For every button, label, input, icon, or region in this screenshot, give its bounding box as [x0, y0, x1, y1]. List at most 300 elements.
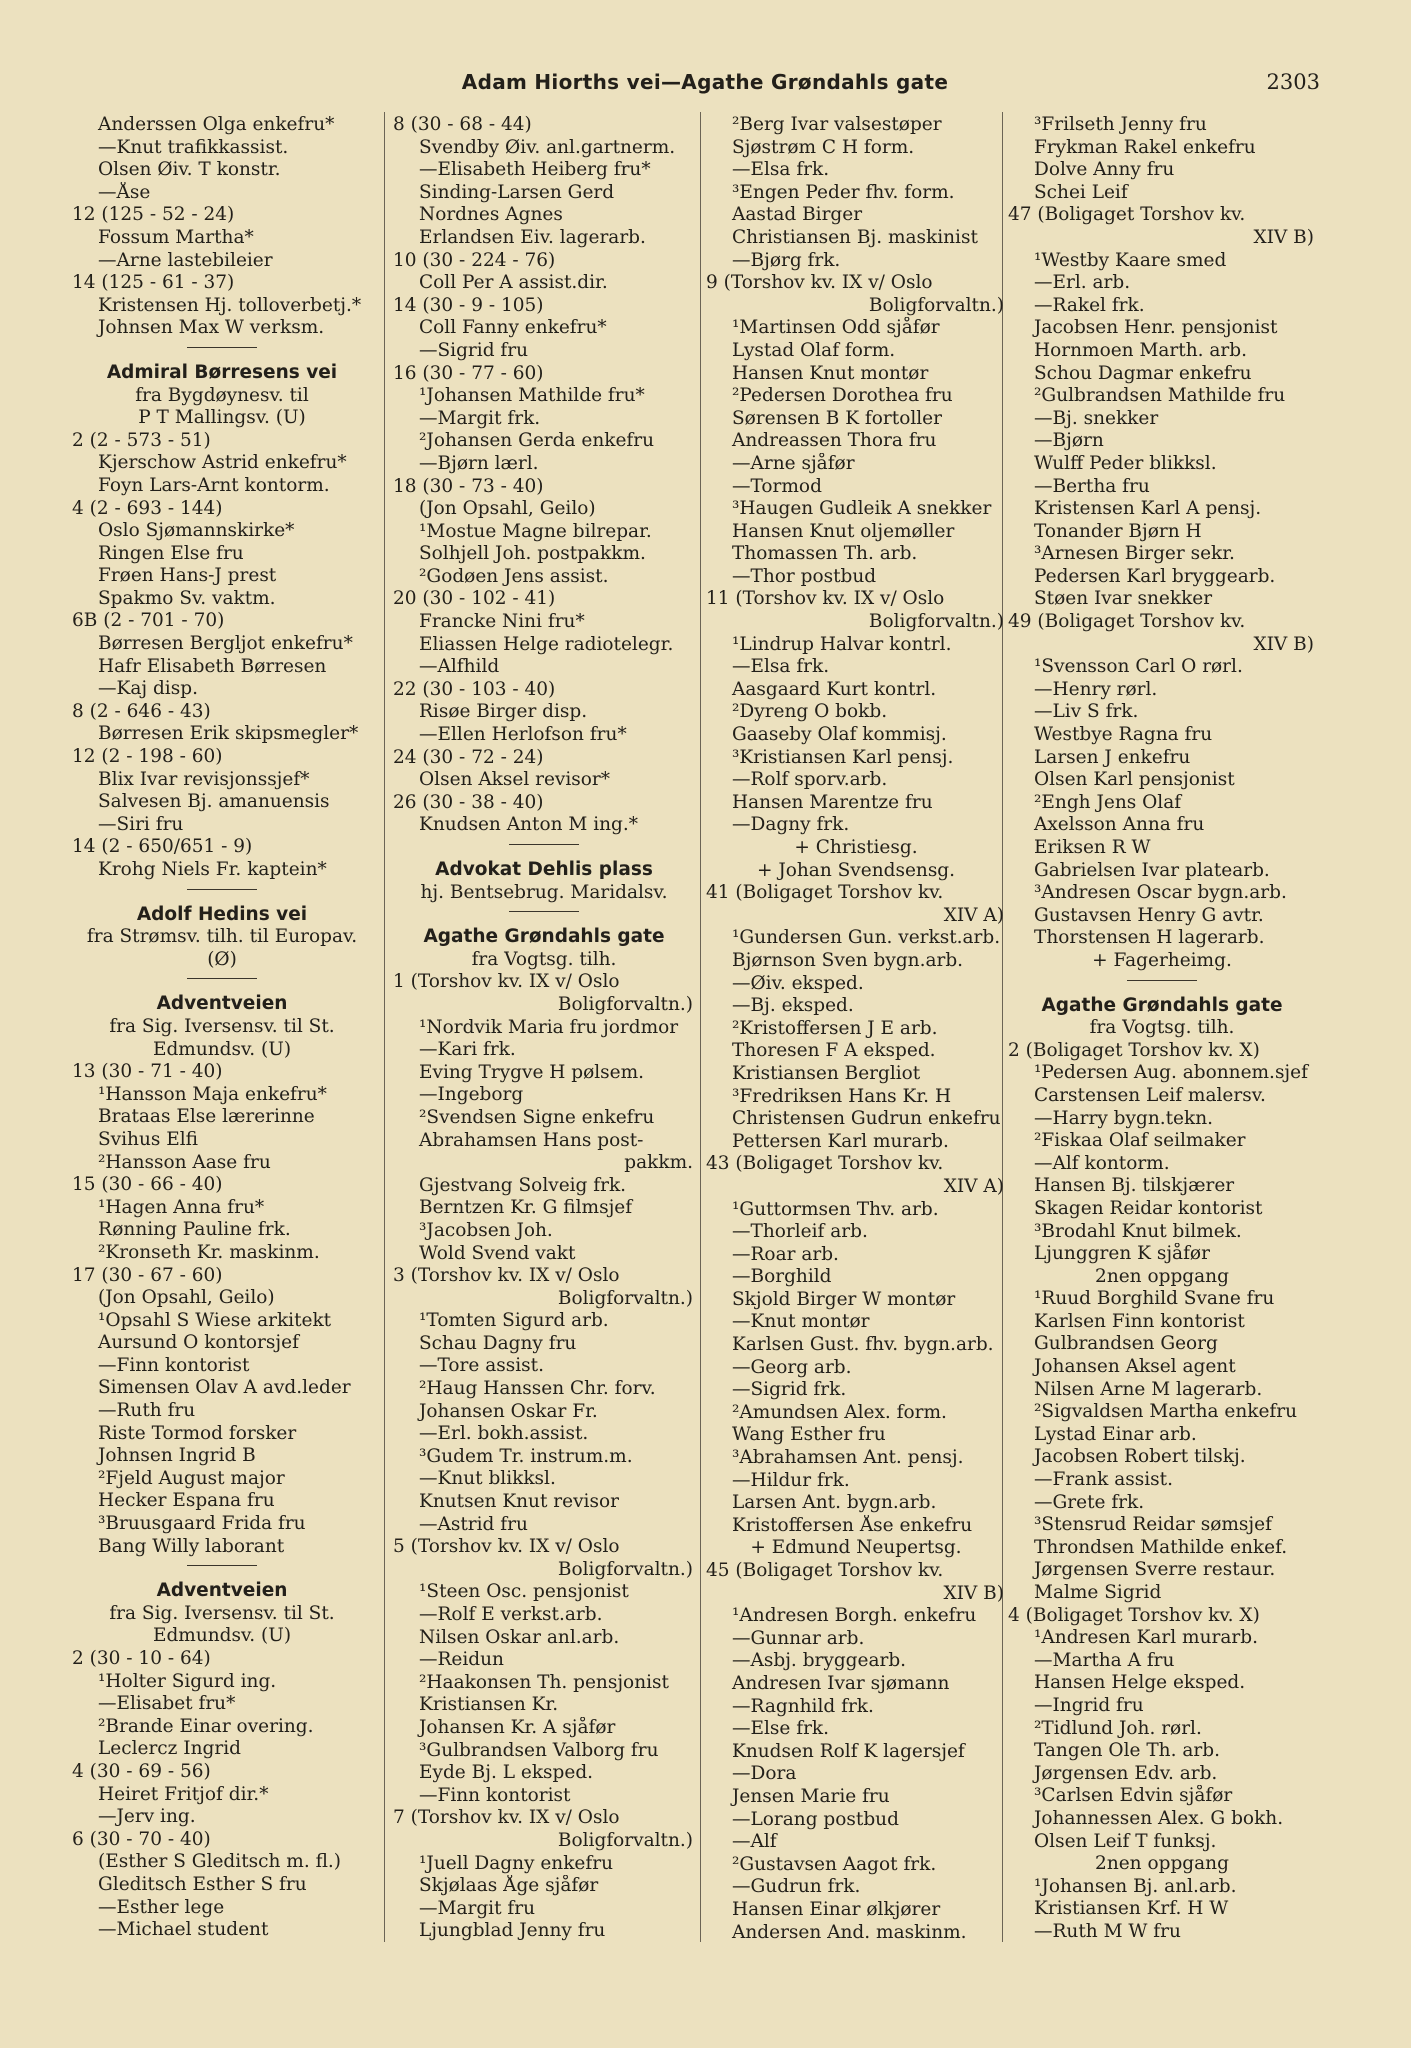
directory-entry: —Kaj disp. [98, 678, 198, 700]
directory-entry: —Bjørn lærl. [419, 452, 539, 474]
directory-entry: —Asbj. bryggearb. [732, 1650, 907, 1672]
building-number: 6 (30 - 70 - 40) [72, 1828, 211, 1850]
directory-entry: —Finn kontorist [98, 1354, 250, 1376]
street-heading: Adolf Hedins vei [136, 903, 308, 925]
street-note: hj. Bentsebrug. Maridalsv. [420, 881, 668, 903]
building-number: 12 (2 - 198 - 60) [72, 746, 223, 768]
directory-entry: Støen Ivar snekker [1034, 588, 1213, 610]
directory-entry: —Siri fru [98, 813, 184, 835]
entry-continuation: Boligforvaltn.) [557, 1829, 693, 1851]
directory-entry: —Rakel frk. [1034, 294, 1145, 316]
directory-entry: Leclercz Ingrid [98, 1738, 241, 1760]
directory-entry: —Bjørn [1034, 430, 1104, 452]
directory-entry: —Arne sjåfør [732, 452, 855, 474]
directory-entry: Pettersen Karl murarb. [732, 1130, 949, 1152]
entry-continuation: XIV B) [943, 1582, 1004, 1604]
section-separator [72, 1558, 372, 1572]
directory-entry: Dolve Anny fru [1034, 159, 1175, 181]
directory-entry: Wang Esther fru [732, 1424, 886, 1446]
directory-entry: —Øiv. eksped. [732, 972, 864, 994]
directory-entry: —Martha A fru [1034, 1649, 1175, 1671]
directory-entry: Christensen Gudrun enkefru [732, 1108, 1001, 1130]
directory-entry: Eyde Bj. L eksped. [419, 1762, 594, 1784]
directory-entry: Salvesen Bj. amanuensis [98, 791, 330, 813]
directory-entry: Jacobsen Henr. pensjonist [1034, 317, 1278, 339]
directory-entry: —Hildur frk. [732, 1469, 850, 1491]
directory-entry: ²Kristoffersen J E arb. [732, 1017, 938, 1039]
building-number: 7 (Torshov kv. IX v/ Oslo [393, 1807, 620, 1829]
page-header [90, 70, 1320, 100]
directory-entry: (Jon Opsahl, Geilo) [98, 1287, 275, 1309]
directory-entry: Throndsen Mathilde enkef. [1034, 1536, 1288, 1558]
directory-entry: ²Haug Hanssen Chr. forv. [419, 1378, 656, 1400]
directory-entry: —Liv S frk. [1034, 701, 1139, 723]
building-number: 22 (30 - 103 - 40) [393, 678, 556, 700]
street-note: Edmundsv. (U) [152, 1625, 292, 1647]
directory-entry: Malme Sigrid [1034, 1582, 1162, 1603]
directory-entry: Kristoffersen Åse enkefru [732, 1514, 973, 1536]
directory-entry: —Knut montør [732, 1311, 870, 1333]
page-title: Adam Hiorths vei—Agathe Grøndahls gate [461, 70, 949, 94]
directory-entry: —Bertha fru [1034, 475, 1150, 497]
directory-entry: Gabrielsen Ivar platearb. [1034, 859, 1270, 881]
directory-entry: —Jerv ing. [98, 1806, 196, 1828]
directory-column-4 [1008, 114, 1316, 1944]
building-number: 49 (Boligaget Torshov kv. [1008, 611, 1246, 633]
directory-entry: Jørgensen Sverre restaur. [1034, 1559, 1276, 1581]
building-number: 6B (2 - 701 - 70) [72, 610, 225, 632]
directory-entry: ¹Martinsen Odd sjåfør [732, 317, 940, 339]
building-number: 12 (125 - 52 - 24) [72, 204, 235, 226]
directory-entry: Schau Dagny fru [419, 1332, 577, 1354]
directory-entry: —Borghild [732, 1266, 832, 1288]
directory-entry: Wold Svend vakt [419, 1242, 576, 1264]
directory-entry: Pedersen Karl bryggearb. [1034, 565, 1276, 587]
directory-entry: —Bj. eksped. [732, 995, 854, 1017]
directory-entry: ²Gustavsen Aagot frk. [732, 1853, 937, 1875]
directory-entry: —Arne lastebileier [98, 249, 273, 271]
directory-entry: ¹Hansson Maja enkefru* [98, 1083, 327, 1105]
directory-entry: ³Bruusgaard Frida fru [98, 1513, 306, 1535]
directory-entry: —Ragnhild frk. [732, 1695, 874, 1717]
directory-entry: —Thorleif arb. [732, 1221, 868, 1243]
directory-entry: Hafr Elisabeth Børresen [98, 655, 327, 677]
directory-entry: —Else frk. [732, 1718, 830, 1740]
directory-entry: Thoresen F A eksped. [732, 1040, 936, 1062]
entry-continuation: pakkm. [624, 1152, 693, 1174]
building-number: 4 (Boligaget Torshov kv. X) [1008, 1604, 1260, 1626]
directory-entry: ³Frilseth Jenny fru [1034, 114, 1207, 135]
section-separator [72, 882, 372, 896]
directory-entry: —Elsa frk. [732, 159, 830, 181]
directory-entry: Wulff Peder blikksl. [1034, 452, 1217, 474]
directory-entry: Francke Nini fru* [419, 611, 585, 633]
directory-entry: ²Pedersen Dorothea fru [732, 385, 953, 407]
directory-entry: (Jon Opsahl, Geilo) [419, 498, 596, 520]
street-note: + Fagerheimg. [1092, 949, 1232, 971]
column-divider [700, 112, 701, 1942]
directory-entry: —Dora [732, 1763, 797, 1785]
building-number: 15 (30 - 66 - 40) [72, 1174, 223, 1196]
directory-entry: —Frank assist. [1034, 1469, 1173, 1491]
building-number: 3 (Torshov kv. IX v/ Oslo [393, 1265, 620, 1287]
directory-entry: ²Brande Einar overing. [98, 1715, 314, 1737]
entry-continuation: XIV A) [943, 904, 1004, 926]
building-number: 45 (Boligaget Torshov kv. [706, 1560, 944, 1581]
directory-entry: Nilsen Oskar anl.arb. [419, 1626, 620, 1648]
street-note: fra Vogtsg. tilh. [471, 948, 617, 970]
directory-entry: —Dagny frk. [732, 814, 850, 836]
street-note: 2nen oppgang [1095, 1265, 1229, 1287]
directory-entry: Kristiansen Krf. H W [1034, 1898, 1229, 1920]
directory-entry: Jacobsen Robert tilskj. [1034, 1446, 1246, 1468]
directory-entry: —Alf kontorm. [1034, 1152, 1170, 1174]
directory-entry: Solhjell Joh. postpakkm. [419, 543, 646, 565]
directory-entry: ²Engh Jens Olaf [1034, 791, 1182, 813]
directory-entry: —Tore assist. [419, 1355, 544, 1377]
street-note: + Edmund Neupertsg. [750, 1537, 962, 1559]
directory-entry: —Kari frk. [419, 1039, 516, 1061]
directory-entry: ²Berg Ivar valsestøper [732, 114, 942, 135]
entry-continuation: XIV B) [1253, 226, 1314, 248]
directory-entry: —Knut blikksl. [419, 1468, 556, 1490]
directory-entry: Johansen Kr. A sjåfør [419, 1716, 616, 1738]
directory-entry: Kristiansen Kr. [419, 1694, 559, 1716]
entry-continuation: Boligforvaltn.) [868, 611, 1004, 633]
street-note: fra Strømsv. tilh. til Europav. [86, 926, 358, 948]
directory-entry: ¹Johansen Bj. anl.arb. [1034, 1875, 1237, 1897]
directory-entry: Westbye Ragna fru [1034, 724, 1213, 746]
directory-entry: —Esther lege [98, 1896, 225, 1918]
section-separator [393, 837, 695, 851]
directory-column-3 [706, 114, 1006, 1944]
directory-entry: Hansen Helge eksped. [1034, 1672, 1246, 1694]
building-number: 18 (30 - 73 - 40) [393, 475, 544, 497]
directory-entry: —Elisabet fru* [98, 1693, 236, 1715]
directory-entry: —Ingeborg [419, 1084, 524, 1106]
directory-entry: Foyn Lars-Arnt kontorm. [98, 474, 330, 496]
building-number: 2 (Boligaget Torshov kv. X) [1008, 1039, 1260, 1061]
directory-entry: Johannessen Alex. G bokh. [1034, 1807, 1284, 1829]
directory-entry: Olsen Leif T funksj. [1034, 1830, 1217, 1852]
directory-entry: Eriksen R W [1034, 837, 1151, 858]
street-note: fra Sig. Iversensv. til St. [109, 1015, 335, 1037]
directory-entry: Ljungblad Jenny fru [419, 1920, 606, 1942]
entry-continuation: Boligforvaltn.) [557, 993, 693, 1015]
building-number: 14 (125 - 61 - 37) [72, 272, 235, 294]
directory-entry: Risøe Birger disp. [419, 701, 588, 723]
directory-entry: —Ruth fru [98, 1400, 196, 1422]
directory-entry: ²Dyreng O bokb. [732, 701, 888, 723]
directory-entry: —Erl. bokh.assist. [419, 1423, 589, 1445]
directory-entry: ³Brodahl Knut bilmek. [1034, 1220, 1242, 1242]
directory-entry: Hansen Knut montør [732, 362, 929, 384]
directory-entry: —Bjørg frk. [732, 249, 841, 271]
directory-entry: ¹Andresen Karl murarb. [1034, 1627, 1258, 1649]
directory-entry: ²Sigvaldsen Martha enkefru [1034, 1401, 1298, 1423]
directory-entry: Børresen Bergljot enkefru* [98, 633, 353, 655]
directory-entry: —Tormod [732, 475, 822, 497]
directory-entry: ¹Opsahl S Wiese arkitekt [98, 1309, 332, 1331]
street-note: (Ø) [207, 948, 237, 970]
directory-entry: Lystad Einar arb. [1034, 1423, 1197, 1445]
directory-entry: Anderssen Olga enkefru* [98, 114, 335, 135]
directory-entry: Eving Trygve H pølsem. [419, 1061, 645, 1083]
directory-entry: —Lorang postbud [732, 1808, 899, 1830]
building-number: 24 (30 - 72 - 24) [393, 746, 544, 768]
directory-entry: Sinding-Larsen Gerd [419, 181, 615, 203]
directory-entry: ³Gulbrandsen Valborg fru [419, 1739, 659, 1761]
directory-entry: Krohg Niels Fr. kaptein* [98, 859, 327, 880]
section-separator [72, 340, 372, 354]
directory-entry: ³Engen Peder fhv. form. [732, 181, 955, 203]
directory-entry: —Ellen Herlofson fru* [419, 724, 627, 746]
directory-entry: Andreassen Thora fru [732, 430, 937, 452]
directory-entry: ¹Juell Dagny enkefru [419, 1852, 613, 1874]
directory-entry: ²Tidlund Joh. rørl. [1034, 1717, 1202, 1739]
building-number: 43 (Boligaget Torshov kv. [706, 1153, 944, 1175]
building-number: 9 (Torshov kv. IX v/ Oslo [706, 272, 933, 294]
street-note: Edmundsv. (U) [152, 1038, 292, 1060]
directory-entry: ³Arnesen Birger sekr. [1034, 543, 1235, 565]
directory-entry: —Alfhild [419, 656, 500, 678]
directory-entry: ²Kronseth Kr. maskinm. [98, 1241, 320, 1263]
directory-entry: ³Haugen Gudleik A snekker [732, 498, 992, 520]
directory-entry: —Rolf sporv.arb. [732, 769, 888, 791]
directory-entry: —Sigrid frk. [732, 1379, 847, 1401]
directory-entry: (Esther S Gleditsch m. fl.) [98, 1851, 342, 1873]
section-separator [393, 904, 695, 918]
building-number: 4 (30 - 69 - 56) [72, 1760, 211, 1782]
directory-entry: ¹Westby Kaare smed [1034, 249, 1227, 271]
directory-entry: —Gunnar arb. [732, 1627, 865, 1649]
directory-entry: ³Jacobsen Joh. [419, 1219, 553, 1241]
directory-entry: ²Gulbrandsen Mathilde fru [1034, 385, 1286, 407]
directory-entry: Hansen Bj. tilskjærer [1034, 1175, 1235, 1197]
building-number: 13 (30 - 71 - 40) [72, 1061, 223, 1083]
directory-entry: Aastad Birger [732, 204, 863, 226]
directory-entry: Frykman Rakel enkefru [1034, 136, 1256, 158]
directory-entry: —Alf [732, 1831, 777, 1853]
directory-entry: —Elisabeth Heiberg fru* [419, 159, 651, 181]
building-number: 17 (30 - 67 - 60) [72, 1264, 223, 1286]
directory-entry: Gjestvang Solveig frk. [419, 1174, 627, 1196]
directory-entry: Blix Ivar revisjonssjef* [98, 768, 310, 790]
building-number: 10 (30 - 224 - 76) [393, 249, 556, 271]
directory-entry: Karlsen Gust. fhv. bygn.arb. [732, 1334, 994, 1356]
directory-entry: ²Godøen Jens assist. [419, 565, 609, 587]
directory-entry: ²Haakonsen Th. pensjonist [419, 1671, 669, 1693]
building-number: 8 (30 - 68 - 44) [393, 114, 532, 135]
directory-entry: ¹Andresen Borgh. enkefru [732, 1605, 977, 1627]
directory-entry: Thorstensen H lagerarb. [1034, 927, 1265, 949]
directory-entry: Svihus Elfi [98, 1128, 199, 1150]
street-note: fra Sig. Iversensv. til St. [109, 1602, 335, 1624]
directory-entry: —Astrid fru [419, 1513, 528, 1535]
directory-entry: Karlsen Finn kontorist [1034, 1310, 1245, 1332]
directory-entry: Hansen Knut oljemøller [732, 520, 955, 542]
entry-continuation: Boligforvaltn.) [868, 294, 1004, 316]
directory-entry: Kristiansen Bergliot [732, 1062, 921, 1084]
directory-entry: Coll Fanny enkefru* [419, 317, 607, 339]
directory-entry: —Ruth M W fru [1034, 1920, 1181, 1942]
street-note: + Johan Svendsensg. [756, 859, 956, 881]
directory-entry: ¹Steen Osc. pensjonist [419, 1581, 629, 1603]
directory-entry: —Elsa frk. [732, 656, 830, 678]
directory-column-1 [72, 114, 372, 1944]
directory-entry: Knudsen Anton M ing.* [419, 814, 639, 836]
directory-entry: Sjøstrøm C H form. [732, 136, 915, 158]
directory-entry: ³Abrahamsen Ant. pensj. [732, 1447, 964, 1469]
directory-entry: Ljunggren K sjåfør [1034, 1243, 1210, 1265]
directory-entry: Nordnes Agnes [419, 204, 563, 226]
directory-entry: Andresen Ivar sjømann [732, 1672, 950, 1694]
directory-entry: Hecker Espana fru [98, 1490, 275, 1512]
directory-entry: ²Fjeld August major [98, 1467, 285, 1489]
directory-entry: —Henry rørl. [1034, 678, 1158, 700]
directory-entry: —Erl. arb. [1034, 272, 1131, 294]
street-heading: Adventveien [156, 1580, 288, 1602]
directory-entry: Spakmo Sv. vaktm. [98, 587, 276, 609]
directory-entry: Knudsen Rolf K lagersjef [732, 1740, 965, 1762]
directory-entry: Hornmoen Marth. arb. [1034, 339, 1247, 361]
building-number: 2 (30 - 10 - 64) [72, 1648, 211, 1669]
directory-entry: Abrahamsen Hans post- [419, 1129, 644, 1151]
directory-entry: ¹Tomten Sigurd arb. [419, 1310, 609, 1332]
directory-entry: Axelsson Anna fru [1034, 814, 1205, 836]
directory-entry: ³Carlsen Edvin sjåfør [1034, 1785, 1233, 1807]
directory-entry: —Harry bygn.tekn. [1034, 1107, 1214, 1129]
directory-entry: Skagen Reidar kontorist [1034, 1197, 1263, 1219]
building-number: 20 (30 - 102 - 41) [393, 588, 556, 610]
directory-entry: —Åse [98, 181, 151, 203]
street-note: P T Mallingsv. (U) [138, 407, 306, 429]
entry-continuation: XIV A) [943, 1175, 1004, 1197]
building-number: 26 (30 - 38 - 40) [393, 791, 544, 813]
directory-entry: Sørensen B K fortoller [732, 407, 942, 429]
directory-entry: ¹Johansen Mathilde fru* [419, 385, 645, 407]
entry-continuation: Boligforvaltn.) [557, 1287, 693, 1309]
directory-entry: ²Hansson Aase fru [98, 1151, 271, 1173]
building-number: 47 (Boligaget Torshov kv. [1008, 204, 1246, 226]
directory-entry: —Knut trafikkassist. [98, 136, 289, 158]
directory-entry: Tonander Bjørn H [1034, 520, 1202, 542]
building-number: 5 (Torshov kv. IX v/ Oslo [393, 1536, 620, 1558]
street-heading: Advokat Dehlis plass [435, 859, 653, 880]
building-number: 16 (30 - 77 - 60) [393, 362, 544, 384]
directory-entry: Kjerschow Astrid enkefru* [98, 452, 347, 474]
directory-column-2 [393, 114, 695, 1944]
building-number: 4 (2 - 693 - 144) [72, 497, 223, 519]
street-note: 2nen oppgang [1095, 1853, 1229, 1875]
directory-entry: Tangen Ole Th. arb. [1034, 1740, 1220, 1762]
directory-entry: Rønning Pauline frk. [98, 1219, 291, 1241]
building-number: 41 (Boligaget Torshov kv. [706, 882, 944, 904]
directory-entry: Bang Willy laborant [98, 1535, 285, 1557]
directory-entry: Thomassen Th. arb. [732, 543, 918, 565]
directory-entry: ³Andresen Oscar bygn.arb. [1034, 882, 1287, 904]
directory-entry: Gaaseby Olaf kommisj. [732, 724, 947, 746]
directory-entry: Svendby Øiv. anl.gartnerm. [419, 136, 676, 158]
street-heading: Adventveien [156, 993, 288, 1015]
street-heading: Agathe Grøndahls gate [1041, 994, 1283, 1016]
building-number: 14 (2 - 650/651 - 9) [72, 836, 253, 858]
directory-entry: —Reidun [419, 1649, 504, 1671]
directory-entry: Riste Tormod forsker [98, 1422, 297, 1444]
directory-entry: Andersen And. maskinm. [732, 1921, 967, 1943]
directory-entry: Knutsen Knut revisor [419, 1491, 619, 1513]
directory-entry: Børresen Erik skipsmegler* [98, 723, 359, 745]
directory-entry: Ringen Else fru [98, 542, 244, 564]
directory-entry: Hansen Einar ølkjører [732, 1898, 941, 1920]
directory-entry: Kristensen Karl A pensj. [1034, 498, 1262, 520]
directory-entry: ³Fredriksen Hans Kr. H [732, 1085, 952, 1107]
directory-entry: Erlandsen Eiv. lagerarb. [419, 226, 646, 248]
directory-entry: Aursund O kontorsjef [98, 1332, 299, 1354]
directory-entry: ¹Gundersen Gun. verkst.arb. [732, 927, 1001, 949]
directory-entry: Kristensen Hj. tolloverbetj.* [98, 294, 362, 316]
directory-entry: Berntzen Kr. G filmsjef [419, 1197, 633, 1219]
section-separator [1008, 973, 1316, 987]
directory-entry: Jensen Marie fru [732, 1785, 890, 1807]
directory-entry: —Sigrid fru [419, 339, 529, 361]
street-note: + Christiesg. [794, 837, 918, 858]
directory-entry: Olsen Karl pensjonist [1034, 769, 1235, 791]
building-number: 14 (30 - 9 - 105) [393, 294, 544, 316]
directory-entry: Johnsen Max W verksm. [98, 317, 325, 339]
directory-entry: ¹Lindrup Halvar kontrl. [732, 633, 952, 655]
directory-entry: Schei Leif [1034, 181, 1128, 203]
directory-entry: —Michael student [98, 1919, 269, 1941]
directory-entry: Fossum Martha* [98, 226, 254, 248]
directory-entry: Johnsen Ingrid B [98, 1445, 256, 1467]
directory-entry: —Bj. snekker [1034, 407, 1159, 429]
directory-entry: ²Johansen Gerda enkefru [419, 430, 655, 452]
directory-entry: Jørgensen Edv. arb. [1034, 1762, 1218, 1784]
directory-entry: —Georg arb. [732, 1356, 852, 1378]
directory-entry: Johansen Aksel agent [1034, 1356, 1236, 1378]
directory-entry: ¹Svensson Carl O rørl. [1034, 656, 1243, 678]
street-note: fra Bygdøynesv. til [135, 384, 309, 406]
directory-entry: Coll Per A assist.dir. [419, 272, 608, 294]
directory-entry: Bjørnson Sven bygn.arb. [732, 949, 964, 971]
entry-continuation: XIV B) [1253, 633, 1314, 655]
directory-entry: Carstensen Leif malersv. [1034, 1084, 1266, 1106]
directory-entry: Hansen Marentze fru [732, 791, 933, 813]
directory-entry: Johansen Oskar Fr. [419, 1400, 598, 1422]
directory-entry: ¹Mostue Magne bilrepar. [419, 520, 652, 542]
directory-entry: —Ingrid fru [1034, 1694, 1144, 1716]
directory-entry: —Thor postbud [732, 565, 877, 587]
directory-entry: —Rolf E verkst.arb. [419, 1604, 603, 1625]
directory-entry: Nilsen Arne M lagerarb. [1034, 1378, 1263, 1400]
entry-continuation: Boligforvaltn.) [557, 1558, 693, 1580]
directory-entry: —Roar arb. [732, 1243, 839, 1265]
directory-entry: Gustavsen Henry G avtr. [1034, 904, 1264, 926]
directory-entry: ³Gudem Tr. instrum.m. [419, 1445, 633, 1467]
directory-entry: Schou Dagmar enkefru [1034, 362, 1252, 384]
directory-entry: ²Svendsen Signe enkefru [419, 1106, 655, 1128]
directory-entry: Aasgaard Kurt kontrl. [732, 678, 937, 700]
directory-entry: Skjold Birger W montør [732, 1288, 956, 1310]
directory-entry: ¹Hagen Anna fru* [98, 1196, 265, 1218]
street-heading: Admiral Børresens vei [106, 361, 338, 383]
directory-entry: ²Amundsen Alex. form. [732, 1401, 947, 1423]
directory-entry: ²Fiskaa Olaf seilmaker [1034, 1130, 1246, 1152]
directory-entry: Brataas Else lærerinne [98, 1106, 315, 1128]
directory-entry: Olsen Øiv. T konstr. [98, 159, 281, 181]
directory-entry: Olsen Aksel revisor* [419, 769, 611, 791]
